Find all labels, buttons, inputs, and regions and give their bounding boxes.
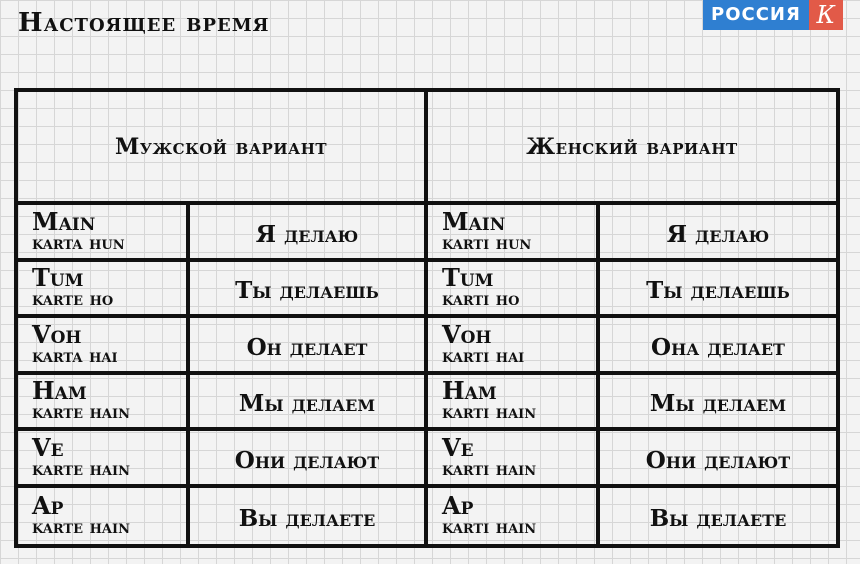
header-masculine: Мужской вариант	[18, 92, 428, 205]
masculine-translit-cell	[18, 375, 190, 432]
feminine-translation: Она делает	[600, 318, 836, 375]
feminine-translit-cell	[428, 488, 600, 545]
page-title: Настоящее время	[18, 8, 270, 38]
feminine-pronoun: Tum	[442, 263, 494, 293]
feminine-translit-cell	[428, 318, 600, 375]
masculine-translit-cell	[18, 318, 190, 375]
masculine-translation: Вы делаете	[190, 488, 428, 545]
masculine-translation: Я делаю	[190, 205, 428, 262]
masculine-pronoun: Ve	[32, 432, 64, 462]
feminine-translation: Они делают	[600, 431, 836, 488]
logo-text: РОССИЯ	[703, 0, 809, 30]
masculine-verb: karte hain	[32, 401, 130, 424]
channel-logo	[703, 0, 843, 30]
feminine-verb: karti hun	[442, 231, 532, 254]
feminine-verb: karti hain	[442, 516, 537, 539]
masculine-pronoun: Ham	[32, 376, 87, 406]
header-feminine: Женский вариант	[428, 92, 836, 205]
feminine-verb: karti hain	[442, 401, 537, 424]
masculine-translit-cell	[18, 205, 190, 262]
masculine-verb: karte hain	[32, 516, 130, 539]
masculine-pronoun: Tum	[32, 263, 84, 293]
masculine-translit-cell	[18, 488, 190, 545]
masculine-verb: karte hain	[32, 457, 130, 480]
feminine-translit-cell	[428, 431, 600, 488]
conjugation-table	[14, 88, 840, 548]
feminine-pronoun: Ve	[442, 432, 474, 462]
masculine-translation: Ты делаешь	[190, 262, 428, 319]
feminine-pronoun: Main	[442, 206, 506, 236]
logo-letter: К	[809, 0, 843, 30]
feminine-translit-cell	[428, 205, 600, 262]
feminine-pronoun: Ham	[442, 376, 497, 406]
feminine-translation: Мы делаем	[600, 375, 836, 432]
feminine-pronoun: Voh	[442, 319, 492, 349]
masculine-verb: karta hun	[32, 231, 125, 254]
feminine-translation: Я делаю	[600, 205, 836, 262]
feminine-translit-cell	[428, 262, 600, 319]
masculine-pronoun: Main	[32, 206, 96, 236]
feminine-translit-cell	[428, 375, 600, 432]
masculine-translit-cell	[18, 431, 190, 488]
masculine-translation: Мы делаем	[190, 375, 428, 432]
feminine-verb: karti ho	[442, 288, 520, 311]
masculine-translation: Они делают	[190, 431, 428, 488]
masculine-pronoun: Voh	[32, 319, 82, 349]
feminine-verb: karti hain	[442, 457, 537, 480]
masculine-verb: karte ho	[32, 288, 114, 311]
feminine-pronoun: Ap	[442, 491, 474, 521]
masculine-translit-cell	[18, 262, 190, 319]
masculine-pronoun: Ap	[32, 491, 64, 521]
feminine-verb: karti hai	[442, 344, 525, 367]
feminine-translation: Вы делаете	[649, 505, 787, 533]
masculine-translation: Он делает	[190, 318, 428, 375]
feminine-translation: Ты делаешь	[600, 262, 836, 319]
masculine-verb: karta hai	[32, 344, 118, 367]
